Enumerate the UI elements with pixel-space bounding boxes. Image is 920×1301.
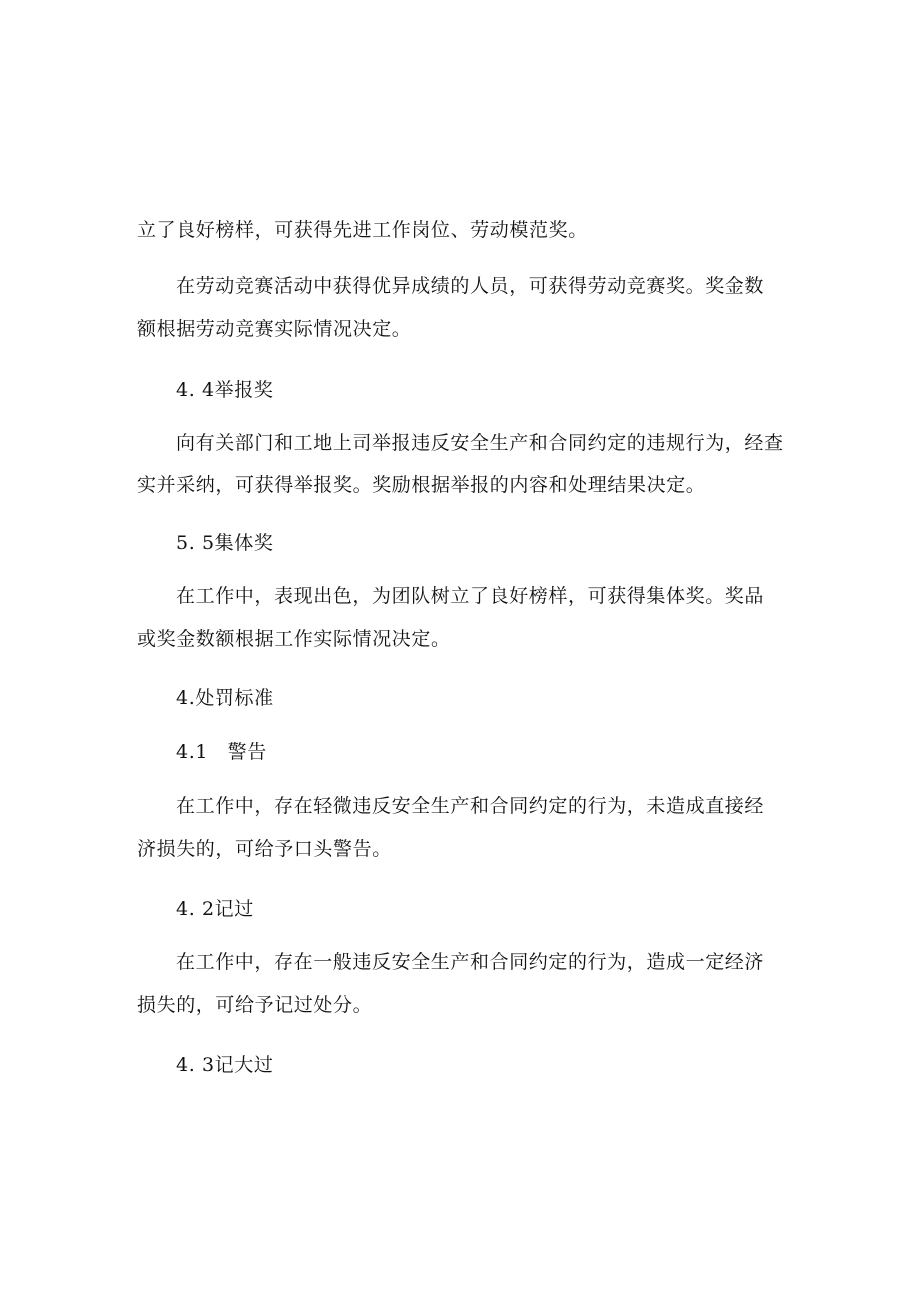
section-heading-major-demerit: 4. 3记大过: [176, 1054, 274, 1076]
paragraph-demerit-line-1: 在工作中，存在一般违反安全生产和合同约定的行为，造成一定经济: [176, 951, 765, 973]
section-heading-demerit: 4. 2记过: [176, 898, 254, 920]
section-heading-collective-award: 5. 5集体奖: [176, 532, 274, 554]
paragraph-warning-line-2: 济损失的，可给予口头警告。: [137, 838, 392, 860]
paragraph-continuation-line: 立了良好榜样，可获得先进工作岗位、劳动模范奖。: [137, 219, 588, 241]
section-heading-report-award: 4. 4举报奖: [176, 379, 274, 401]
paragraph-collective-award-line-2: 或奖金数额根据工作实际情况决定。: [137, 628, 451, 650]
paragraph-warning-line-1: 在工作中，存在轻微违反安全生产和合同约定的行为，未造成直接经: [176, 795, 765, 817]
paragraph-competition-award-line-1: 在劳动竞赛活动中获得优异成绩的人员，可获得劳动竞赛奖。奖金数: [176, 275, 765, 297]
section-heading-penalty-standards: 4.处罚标准: [176, 687, 274, 709]
paragraph-collective-award-line-1: 在工作中，表现出色，为团队树立了良好榜样，可获得集体奖。奖品: [176, 585, 765, 607]
paragraph-report-award-line-1: 向有关部门和工地上司举报违反安全生产和合同约定的违规行为，经查: [176, 432, 784, 454]
section-heading-warning: 4.1 警告: [176, 741, 267, 763]
paragraph-report-award-line-2: 实并采纳，可获得举报奖。奖励根据举报的内容和处理结果决定。: [137, 474, 706, 496]
paragraph-competition-award-line-2: 额根据劳动竞赛实际情况决定。: [137, 318, 412, 340]
paragraph-demerit-line-2: 损失的，可给予记过处分。: [137, 994, 373, 1016]
